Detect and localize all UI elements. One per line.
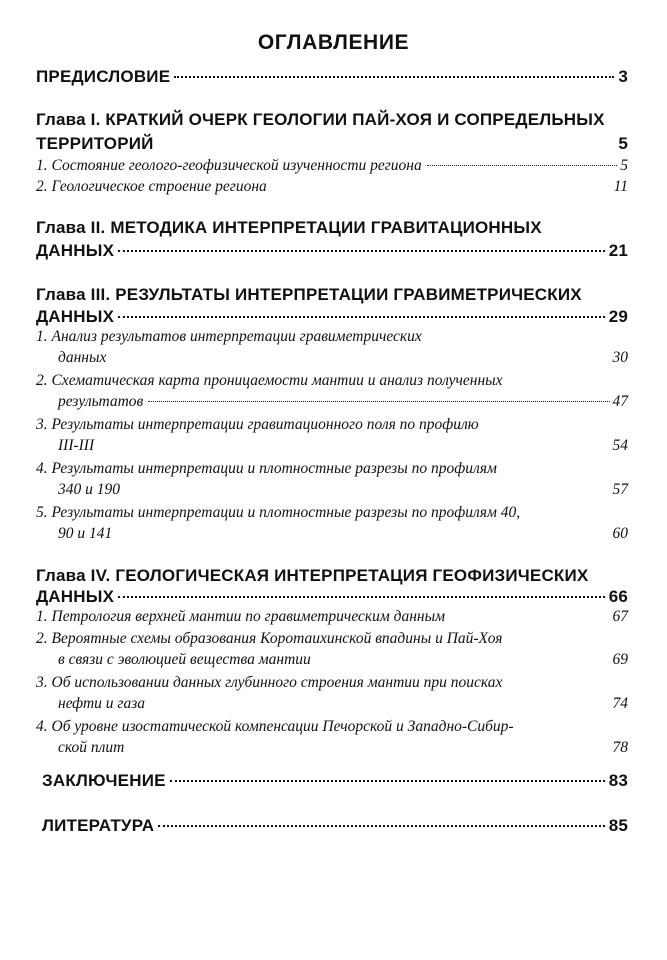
page-number: 11 (613, 178, 628, 195)
item-text: 3. Об использовании данных глубинного строения мантии при поисках (36, 674, 503, 691)
entry-label: ПРЕДИСЛОВИЕ (36, 67, 171, 86)
entry-label: ЗАКЛЮЧЕНИЕ (42, 771, 166, 790)
item-text: 3. Результаты интерпретации гравитационного поля по профилю (36, 416, 479, 433)
item-text-cont: в связи с эволюцией вещества мантии (58, 651, 311, 668)
dot-leader (427, 165, 617, 166)
toc-entry-preface[interactable] (36, 67, 628, 91)
item-text: 2. Схематическая карта проницаемости мантии и анализ полученных (36, 372, 503, 389)
page-number: 3 (618, 67, 628, 86)
item-text: 1. Состояние геолого-геофизической изученности региона (36, 157, 422, 174)
chapter-1-heading-line1[interactable] (36, 110, 628, 134)
item-text-cont: 340 и 190 (58, 481, 120, 498)
toc-item-4-4-cont[interactable] (58, 739, 628, 763)
entry-label: ЛИТЕРАТУРА (42, 816, 155, 835)
chapter-2-title: Глава II. МЕТОДИКА ИНТЕРПРЕТАЦИИ ГРАВИТАЦИОННЫХ (36, 218, 542, 237)
page-number: 69 (612, 651, 628, 668)
toc-title: ОГЛАВЛЕНИЕ (257, 31, 410, 54)
chapter-3-title: Глава III. РЕЗУЛЬТАТЫ ИНТЕРПРЕТАЦИИ ГРАВИМЕТРИЧЕСКИХ (36, 285, 582, 304)
chapter-1-heading-line2[interactable] (36, 134, 628, 158)
page-number: 21 (608, 241, 628, 260)
toc-item-3-5-cont[interactable] (58, 525, 628, 549)
page-number: 74 (612, 695, 628, 712)
dot-leader (170, 780, 605, 782)
item-text: 2. Геологическое строение региона (36, 178, 267, 195)
chapter-2-title-cont: ДАННЫХ (36, 241, 115, 260)
page-number: 57 (612, 481, 628, 498)
chapter-1-title-cont: ТЕРРИТОРИЙ (36, 134, 154, 153)
page-number: 5 (618, 134, 628, 153)
page-number: 5 (620, 157, 628, 174)
toc-item-4-3-cont[interactable] (58, 695, 628, 719)
dot-leader (148, 401, 609, 402)
page-number: 29 (608, 307, 628, 326)
chapter-1-title: Глава I. КРАТКИЙ ОЧЕРК ГЕОЛОГИИ ПАЙ-ХОЯ И СОПРЕДЕЛЬНЫХ (36, 110, 605, 129)
item-text: 4. Об уровне изостатической компенсации Печорской и Западно-Сибир- (36, 718, 514, 735)
toc-item-3-3-cont[interactable] (58, 437, 628, 461)
toc-item-3-4-cont[interactable] (58, 481, 628, 505)
toc-item-3-1-cont[interactable] (58, 349, 628, 373)
chapter-4-title-cont: ДАННЫХ (36, 587, 115, 606)
item-text-cont: нефти и газа (58, 695, 146, 712)
item-text-cont: данных (58, 349, 107, 366)
page-number: 67 (612, 608, 628, 625)
page-number: 85 (608, 816, 628, 835)
page-number: 60 (612, 525, 628, 542)
item-text: 1. Петрология верхней мантии по гравиметрическим данным (36, 608, 446, 625)
chapter-2-heading-line1[interactable] (36, 218, 628, 242)
page-number: 30 (612, 349, 628, 366)
page-number: 47 (612, 393, 628, 410)
page-number: 54 (612, 437, 628, 454)
chapter-3-heading-line1[interactable] (36, 285, 628, 309)
dot-leader (158, 825, 604, 827)
chapter-4-title: Глава IV. ГЕОЛОГИЧЕСКАЯ ИНТЕРПРЕТАЦИЯ ГЕОФИЗИЧЕСКИХ (36, 566, 589, 585)
item-text-cont: III-III (58, 437, 95, 454)
toc-entry-literature[interactable] (42, 816, 628, 840)
item-text: 4. Результаты интерпретации и плотностные разрезы по профилям (36, 460, 497, 477)
item-text-cont: ской плит (58, 739, 125, 756)
toc-item-4-2-cont[interactable] (58, 651, 628, 675)
dot-leader (118, 250, 605, 252)
toc-item-4-1[interactable] (36, 608, 628, 632)
dot-leader (118, 596, 605, 598)
toc-item-3-2-cont[interactable] (58, 393, 628, 417)
item-text: 5. Результаты интерпретации и плотностные разрезы по профилям 40, (36, 504, 521, 521)
toc-entry-conclusion[interactable] (42, 771, 628, 795)
dot-leader (174, 76, 614, 78)
page-number: 78 (612, 739, 628, 756)
page-number: 66 (608, 587, 628, 606)
page-number: 83 (608, 771, 628, 790)
item-text-cont: 90 и 141 (58, 525, 113, 542)
chapter-2-heading-line2[interactable] (36, 241, 628, 265)
item-text-cont: результатов (58, 393, 144, 410)
chapter-3-title-cont: ДАННЫХ (36, 307, 115, 326)
dot-leader (118, 316, 605, 318)
item-text: 1. Анализ результатов интерпретации гравиметрических (36, 328, 422, 345)
item-text: 2. Вероятные схемы образования Коротаихинской впадины и Пай-Хоя (36, 630, 503, 647)
toc-item-1-2[interactable] (36, 178, 628, 202)
